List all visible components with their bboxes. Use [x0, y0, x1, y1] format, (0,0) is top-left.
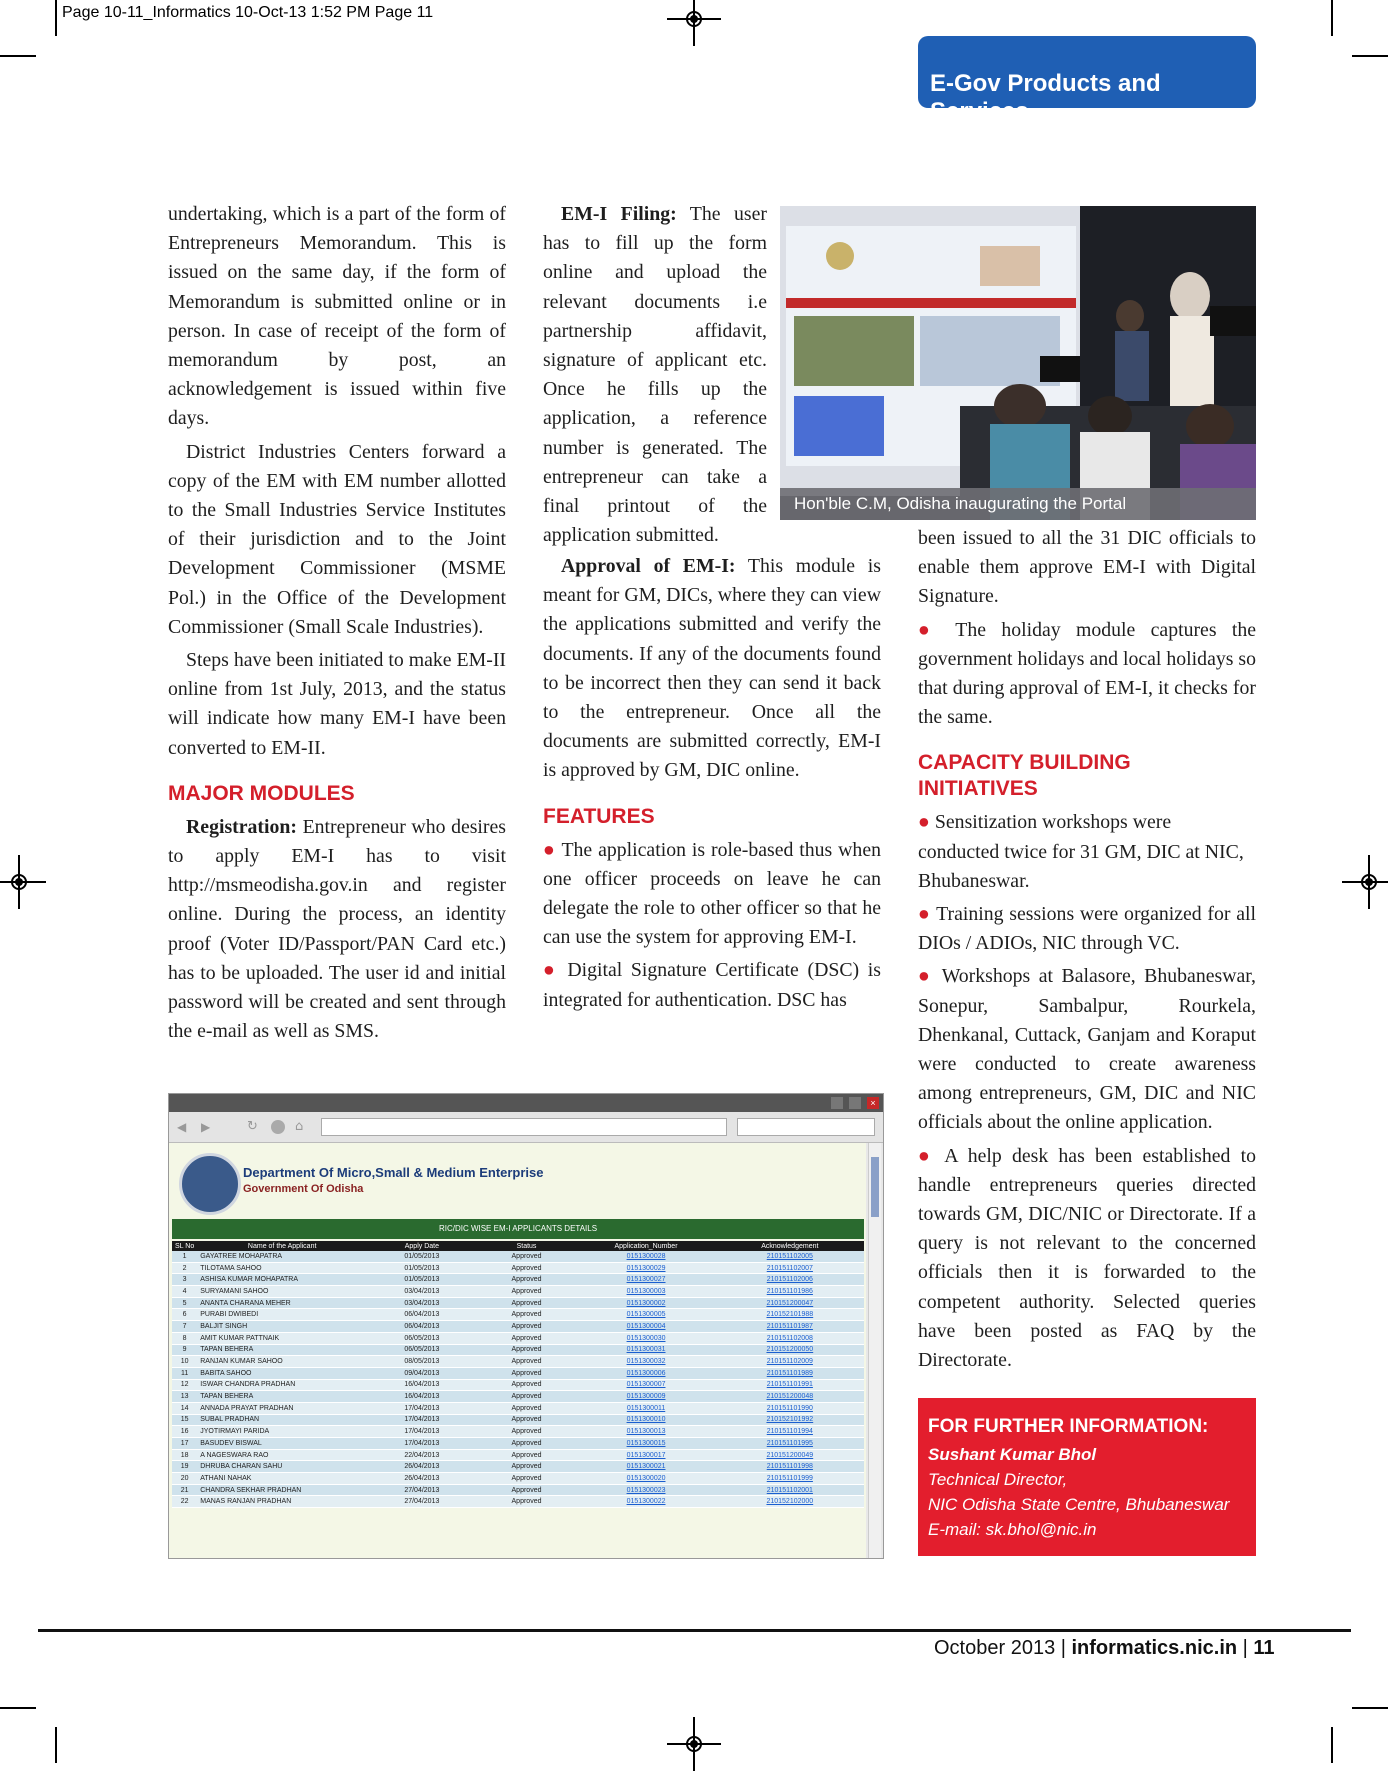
acknowledgement-link[interactable]: 210151101991	[716, 1379, 864, 1391]
contact-role: Technical Director,	[928, 1470, 1068, 1489]
contact-email: E-mail: sk.bhol@nic.in	[928, 1520, 1097, 1539]
acknowledgement-link[interactable]: 210151102001	[716, 1484, 864, 1496]
table-title: RIC/DIC WISE EM-I APPLICANTS DETAILS	[172, 1219, 864, 1239]
table-cell: 27/04/2013	[367, 1496, 477, 1508]
table-cell: SURYAMANI SAHOO	[197, 1286, 367, 1298]
table-cell: Approved	[477, 1484, 577, 1496]
application-number-link[interactable]: 0151300032	[576, 1356, 715, 1368]
bullet-icon: ●	[918, 1144, 936, 1167]
table-cell: Approved	[477, 1297, 577, 1309]
paragraph: been issued to all the 31 DIC officials to enable them approve EM-I with Digital Signature.	[918, 527, 1256, 608]
table-cell: CHANDRA SEKHAR PRADHAN	[197, 1484, 367, 1496]
acknowledgement-link[interactable]: 210151101995	[716, 1438, 864, 1450]
table-cell: 13	[172, 1391, 197, 1403]
table-cell: 7	[172, 1321, 197, 1333]
maximize-icon	[849, 1097, 861, 1109]
table-row	[172, 1379, 864, 1391]
table-cell: 2	[172, 1262, 197, 1274]
bullet-icon: ●	[543, 959, 559, 982]
government-emblem-icon	[179, 1153, 241, 1215]
table-row	[172, 1321, 864, 1333]
table-cell: Approved	[477, 1473, 577, 1485]
application-number-link[interactable]: 0151300004	[576, 1321, 715, 1333]
bullet-icon: ●	[543, 838, 556, 861]
table-cell: DHRUBA CHARAN SAHU	[197, 1461, 367, 1473]
table-cell: 5	[172, 1297, 197, 1309]
table-cell: ANNADA PRAYAT PRADHAN	[197, 1402, 367, 1414]
table-cell: 27/04/2013	[367, 1484, 477, 1496]
application-number-link[interactable]: 0151300010	[576, 1414, 715, 1426]
table-cell: 3	[172, 1274, 197, 1286]
acknowledgement-link[interactable]: 210151101989	[716, 1367, 864, 1379]
table-cell: 01/05/2013	[367, 1262, 477, 1274]
table-cell: 17/04/2013	[367, 1414, 477, 1426]
paragraph-text: The user has to fill up the form online and upload the relevant documents i.e partnership affidavit, signature of applicant etc. Once he fills up the application, a reference number is generated. The entrepreneur can take a final printout of the application submitted.	[543, 203, 767, 547]
bullet-item: ● The holiday module captures the government holidays and local holidays so that during approval of EM-I, it checks for the same.	[918, 618, 1257, 729]
bullet-icon: ●	[918, 618, 941, 641]
application-number-link[interactable]: 0151300013	[576, 1426, 715, 1438]
portal-page	[169, 1143, 866, 1558]
table-cell: Approved	[477, 1379, 577, 1391]
application-number-link[interactable]: 0151300009	[576, 1391, 715, 1403]
application-number-link[interactable]: 0151300003	[576, 1286, 715, 1298]
table-cell: 16	[172, 1426, 197, 1438]
bullet-item: ● Sensitization workshops were conducted twice for 31 GM, DIC at NIC, Bhubaneswar.	[918, 811, 1244, 892]
crop-mark	[1331, 1727, 1333, 1763]
paragraph-text: Entrepreneur who desires to apply EM-I has to visit http://msmeodisha.gov.in and register online. During the process, an identity proof (Voter ID/Passport/PAN Card etc.) has to be uploaded. The user id and initial password will be created and sent through the e-mail as well as SMS.	[168, 815, 506, 1043]
table-cell: Approved	[477, 1262, 577, 1274]
acknowledgement-link[interactable]: 210152101988	[716, 1309, 864, 1321]
table-cell: Approved	[477, 1367, 577, 1379]
acknowledgement-link[interactable]: 210151200047	[716, 1297, 864, 1309]
table-cell: Approved	[477, 1274, 577, 1286]
table-row	[172, 1251, 864, 1262]
scrollbar-thumb[interactable]	[871, 1157, 879, 1217]
table-cell: Approved	[477, 1402, 577, 1414]
table-cell: 22/04/2013	[367, 1449, 477, 1461]
table-cell: 06/05/2013	[367, 1344, 477, 1356]
table-row	[172, 1461, 864, 1473]
table-header-cell: Name of the Applicant	[197, 1241, 367, 1251]
table-cell: 12	[172, 1379, 197, 1391]
paragraph	[543, 200, 767, 550]
table-cell: 06/04/2013	[367, 1321, 477, 1333]
website: informatics.nic.in	[1071, 1637, 1238, 1659]
home-icon: ⌂	[295, 1119, 304, 1134]
applicants-table	[172, 1241, 864, 1508]
text-column-3	[918, 524, 1256, 1379]
crop-mark	[0, 1707, 36, 1709]
acknowledgement-link[interactable]: 210151102009	[716, 1356, 864, 1368]
acknowledgement-link[interactable]: 210152101992	[716, 1414, 864, 1426]
forward-icon: ▶	[201, 1120, 211, 1134]
department-subtitle: Government Of Odisha	[243, 1183, 364, 1195]
page-number: 11	[1253, 1637, 1275, 1659]
table-cell: PURABI DWIBEDI	[197, 1309, 367, 1321]
table-cell: A NAGESWARA RAO	[197, 1449, 367, 1461]
bullet-item: ● Workshops at Balasore, Bhubaneswar, Sonepur, Sambalpur, Rourkela, Dhenkanal, Cuttack, Ganjam and Koraput were conducted to create awareness among entrepreneurs, GM, DIC and NIC officials about the online application.	[918, 965, 1256, 1134]
acknowledgement-link[interactable]: 210151102006	[716, 1274, 864, 1286]
table-cell: 26/04/2013	[367, 1473, 477, 1485]
table-cell: 6	[172, 1309, 197, 1321]
table-cell: Approved	[477, 1332, 577, 1344]
footer-rule	[38, 1629, 1351, 1632]
application-number-link[interactable]: 0151300028	[576, 1251, 715, 1262]
table-cell: SUBAL PRADHAN	[197, 1414, 367, 1426]
application-number-link[interactable]: 0151300006	[576, 1367, 715, 1379]
table-cell: Approved	[477, 1251, 577, 1262]
table-cell: Approved	[477, 1286, 577, 1298]
bullet-icon: ●	[918, 811, 930, 834]
table-row	[172, 1309, 864, 1321]
table-row	[172, 1426, 864, 1438]
text-column-1	[168, 200, 506, 1050]
table-row	[172, 1496, 864, 1508]
table-cell: 03/04/2013	[367, 1297, 477, 1309]
close-icon: ×	[867, 1097, 879, 1109]
acknowledgement-link[interactable]: 210151200050	[716, 1344, 864, 1356]
crop-mark	[1352, 1707, 1388, 1709]
table-row	[172, 1414, 864, 1426]
table-cell: BASUDEV BISWAL	[197, 1438, 367, 1450]
table-cell: 01/05/2013	[367, 1251, 477, 1262]
application-number-link[interactable]: 0151300021	[576, 1461, 715, 1473]
stop-icon	[271, 1120, 285, 1134]
table-cell: Approved	[477, 1356, 577, 1368]
application-number-link[interactable]: 0151300029	[576, 1262, 715, 1274]
bullet-item: ● A help desk has been established to handle entrepreneurs queries directed towards GM, DIC/NIC or Directorate. If a query is not relevant to the concerned officials then it is forwarded to the competent authority. Selected queries have been posted as FAQ by the Directorate.	[918, 1144, 1256, 1372]
table-cell: 17/04/2013	[367, 1438, 477, 1450]
table-cell: 17	[172, 1438, 197, 1450]
acknowledgement-link[interactable]: 210151101987	[716, 1321, 864, 1333]
table-cell: Approved	[477, 1461, 577, 1473]
table-cell: 01/05/2013	[367, 1274, 477, 1286]
table-row	[172, 1473, 864, 1485]
table-row	[172, 1332, 864, 1344]
crop-mark	[55, 1727, 57, 1763]
application-number-link[interactable]: 0151300027	[576, 1274, 715, 1286]
table-cell: Approved	[477, 1391, 577, 1403]
table-cell: 19	[172, 1461, 197, 1473]
table-row	[172, 1391, 864, 1403]
crop-mark	[1331, 0, 1333, 36]
acknowledgement-link[interactable]: 210151200049	[716, 1449, 864, 1461]
paragraph-text: This module is meant for GM, DICs, where they can view the applications submitted and verify the documents. If any of the documents found to be incorrect then they can send it back to the entrepreneur. Once all the documents are submitted correctly, EM-I is approved by GM, DIC online.	[543, 555, 881, 782]
table-cell: 15	[172, 1414, 197, 1426]
contact-name: Sushant Kumar Bhol	[928, 1445, 1097, 1464]
acknowledgement-link[interactable]: 210151101986	[716, 1286, 864, 1298]
application-number-link[interactable]: 0151300022	[576, 1496, 715, 1508]
table-row	[172, 1297, 864, 1309]
table-cell: JYOTIRMAYI PARIDA	[197, 1426, 367, 1438]
registration-mark-icon	[679, 1729, 709, 1759]
section-heading: CAPACITY BUILDING INITIATIVES	[918, 751, 1131, 801]
applicants-table-wrap	[172, 1241, 864, 1508]
search-box	[737, 1118, 875, 1136]
run-in-heading: Approval of EM-I:	[561, 555, 736, 577]
acknowledgement-link[interactable]: 210151101990	[716, 1402, 864, 1414]
table-row	[172, 1367, 864, 1379]
scrollbar[interactable]	[868, 1143, 881, 1558]
table-cell: ANANTA CHARANA MEHER	[197, 1297, 367, 1309]
table-header-cell: SL No	[172, 1241, 197, 1251]
table-cell: 11	[172, 1367, 197, 1379]
registration-mark-icon	[1354, 867, 1384, 897]
info-title: FOR FURTHER INFORMATION:	[928, 1416, 1209, 1437]
table-cell: TAPAN BEHERA	[197, 1391, 367, 1403]
table-header-cell: Acknowledgement	[716, 1241, 864, 1251]
table-cell: 21	[172, 1484, 197, 1496]
registration-mark-icon	[679, 4, 709, 34]
run-in-heading: Registration:	[186, 815, 297, 838]
registration-mark-icon	[4, 867, 34, 897]
application-number-link[interactable]: 0151300002	[576, 1297, 715, 1309]
application-number-link[interactable]: 0151300020	[576, 1473, 715, 1485]
crop-mark	[55, 0, 57, 36]
table-cell: Approved	[477, 1414, 577, 1426]
table-cell: 26/04/2013	[367, 1461, 477, 1473]
table-cell: ASHISA KUMAR MOHAPATRA	[197, 1274, 367, 1286]
back-icon: ◀	[177, 1120, 187, 1134]
table-cell: BALJIT SINGH	[197, 1321, 367, 1333]
table-cell: 08/05/2013	[367, 1356, 477, 1368]
run-in-heading: EM-I Filing:	[561, 203, 677, 225]
table-cell: 1	[172, 1251, 197, 1262]
photo-caption: Hon'ble C.M, Odisha inaugurating the Portal	[780, 488, 1256, 520]
acknowledgement-link[interactable]: 210151101999	[716, 1473, 864, 1485]
table-cell: 06/05/2013	[367, 1332, 477, 1344]
table-cell: 16/04/2013	[367, 1391, 477, 1403]
table-cell: BABITA SAHOO	[197, 1367, 367, 1379]
issue-date: October 2013 |	[934, 1637, 1072, 1659]
table-cell: ATHANI NAHAK	[197, 1473, 367, 1485]
table-row	[172, 1286, 864, 1298]
section-tab: E-Gov Products and Services	[918, 36, 1256, 108]
further-information-box	[918, 1398, 1256, 1556]
application-number-link[interactable]: 0151300007	[576, 1379, 715, 1391]
table-cell: TILOTAMA SAHOO	[197, 1262, 367, 1274]
table-cell: RANJAN KUMAR SAHOO	[197, 1356, 367, 1368]
browser-toolbar	[169, 1112, 883, 1143]
table-cell: 14	[172, 1402, 197, 1414]
acknowledgement-link[interactable]: 210151102007	[716, 1262, 864, 1274]
table-cell: 20	[172, 1473, 197, 1485]
acknowledgement-link[interactable]: 210151101994	[716, 1426, 864, 1438]
table-cell: 09/04/2013	[367, 1367, 477, 1379]
paragraph: District Industries Centers forward a copy of the EM with EM number allotted to the Small Industries Service Institutes of their jurisdiction and to the Joint Development Commissioner (MSME Pol.) in the Office of the Development Commissioner (Small Scale Industries).	[168, 440, 506, 638]
bullet-icon: ●	[918, 965, 934, 988]
table-cell: 9	[172, 1344, 197, 1356]
application-number-link[interactable]: 0151300023	[576, 1484, 715, 1496]
reload-icon: ↻	[247, 1119, 258, 1134]
table-cell: 06/04/2013	[367, 1309, 477, 1321]
table-cell: 10	[172, 1356, 197, 1368]
table-row	[172, 1402, 864, 1414]
bullet-item: ● Training sessions were organized for all DIOs / ADIOs, NIC through VC.	[918, 903, 1256, 955]
photo-illustration	[780, 206, 1256, 520]
acknowledgement-link[interactable]: 210151200048	[716, 1391, 864, 1403]
acknowledgement-link[interactable]: 210151101998	[716, 1461, 864, 1473]
table-cell: 17/04/2013	[367, 1402, 477, 1414]
table-row	[172, 1344, 864, 1356]
table-cell: 17/04/2013	[367, 1426, 477, 1438]
table-cell: 22	[172, 1496, 197, 1508]
table-row	[172, 1274, 864, 1286]
paragraph	[168, 813, 506, 1047]
bullet-item: ● Digital Signature Certificate (DSC) is integrated for authentication. DSC has	[543, 959, 881, 1011]
event-photo	[780, 206, 1256, 520]
minimize-icon	[831, 1097, 843, 1109]
text-column-2a	[543, 200, 767, 554]
table-header-cell: Status	[477, 1241, 577, 1251]
department-title: Department Of Micro,Small & Medium Enterprise	[243, 1165, 544, 1180]
table-cell: Approved	[477, 1438, 577, 1450]
table-cell: ISWAR CHANDRA PRADHAN	[197, 1379, 367, 1391]
table-cell: Approved	[477, 1344, 577, 1356]
acknowledgement-link[interactable]: 210151102008	[716, 1332, 864, 1344]
table-cell: 8	[172, 1332, 197, 1344]
application-number-link[interactable]: 0151300017	[576, 1449, 715, 1461]
page-footer	[934, 1637, 1275, 1660]
table-cell: 03/04/2013	[367, 1286, 477, 1298]
print-slug: Page 10-11_Informatics 10-Oct-13 1:52 PM Page 11	[62, 4, 434, 21]
table-cell: AMIT KUMAR PATTNAIK	[197, 1332, 367, 1344]
table-cell: 4	[172, 1286, 197, 1298]
table-cell: TAPAN BEHERA	[197, 1344, 367, 1356]
application-number-link[interactable]: 0151300011	[576, 1402, 715, 1414]
table-cell: Approved	[477, 1496, 577, 1508]
application-number-link[interactable]: 0151300031	[576, 1344, 715, 1356]
paragraph	[543, 552, 881, 786]
section-heading: MAJOR MODULES	[168, 781, 355, 805]
table-row	[172, 1262, 864, 1274]
table-row	[172, 1449, 864, 1461]
application-number-link[interactable]: 0151300030	[576, 1332, 715, 1344]
table-cell: Approved	[477, 1426, 577, 1438]
table-cell: Approved	[477, 1309, 577, 1321]
separator: |	[1237, 1637, 1254, 1659]
application-number-link[interactable]: 0151300015	[576, 1438, 715, 1450]
table-cell: Approved	[477, 1449, 577, 1461]
bullet-icon: ●	[918, 903, 931, 926]
section-heading: FEATURES	[543, 804, 655, 828]
table-cell: 18	[172, 1449, 197, 1461]
window-titlebar	[169, 1094, 883, 1112]
contact-org: NIC Odisha State Centre, Bhubaneswar	[928, 1495, 1230, 1514]
table-row	[172, 1484, 864, 1496]
table-cell: Approved	[477, 1321, 577, 1333]
acknowledgement-link[interactable]: 210151102005	[716, 1251, 864, 1262]
address-bar	[321, 1118, 727, 1136]
paragraph: Steps have been initiated to make EM-II online from 1st July, 2013, and the status will indicate how many EM-I have been converted to EM-II.	[168, 649, 506, 759]
paragraph: undertaking, which is a part of the form of Entrepreneurs Memorandum. This is issued on the same day, if the form of Memorandum is submitted online or in person. In case of receipt of the form of memorandum by post, an acknowledgement is issued within five days.	[168, 203, 506, 430]
table-cell: MANAS RANJAN PRADHAN	[197, 1496, 367, 1508]
bullet-item: ● The application is role-based thus when one officer proceeds on leave he can delegate the role to other officer so that he can use the system for approving EM-I.	[543, 838, 881, 949]
table-cell: 16/04/2013	[367, 1379, 477, 1391]
table-row	[172, 1438, 864, 1450]
text-column-2b	[543, 552, 881, 1019]
table-header-cell: Application_Number	[576, 1241, 715, 1251]
crop-mark	[0, 55, 36, 57]
portal-screenshot	[168, 1093, 884, 1559]
table-cell: GAYATREE MOHAPATRA	[197, 1251, 367, 1262]
crop-mark	[1352, 55, 1388, 57]
table-header-cell: Apply Date	[367, 1241, 477, 1251]
table-row	[172, 1356, 864, 1368]
application-number-link[interactable]: 0151300005	[576, 1309, 715, 1321]
acknowledgement-link[interactable]: 210152102000	[716, 1496, 864, 1508]
